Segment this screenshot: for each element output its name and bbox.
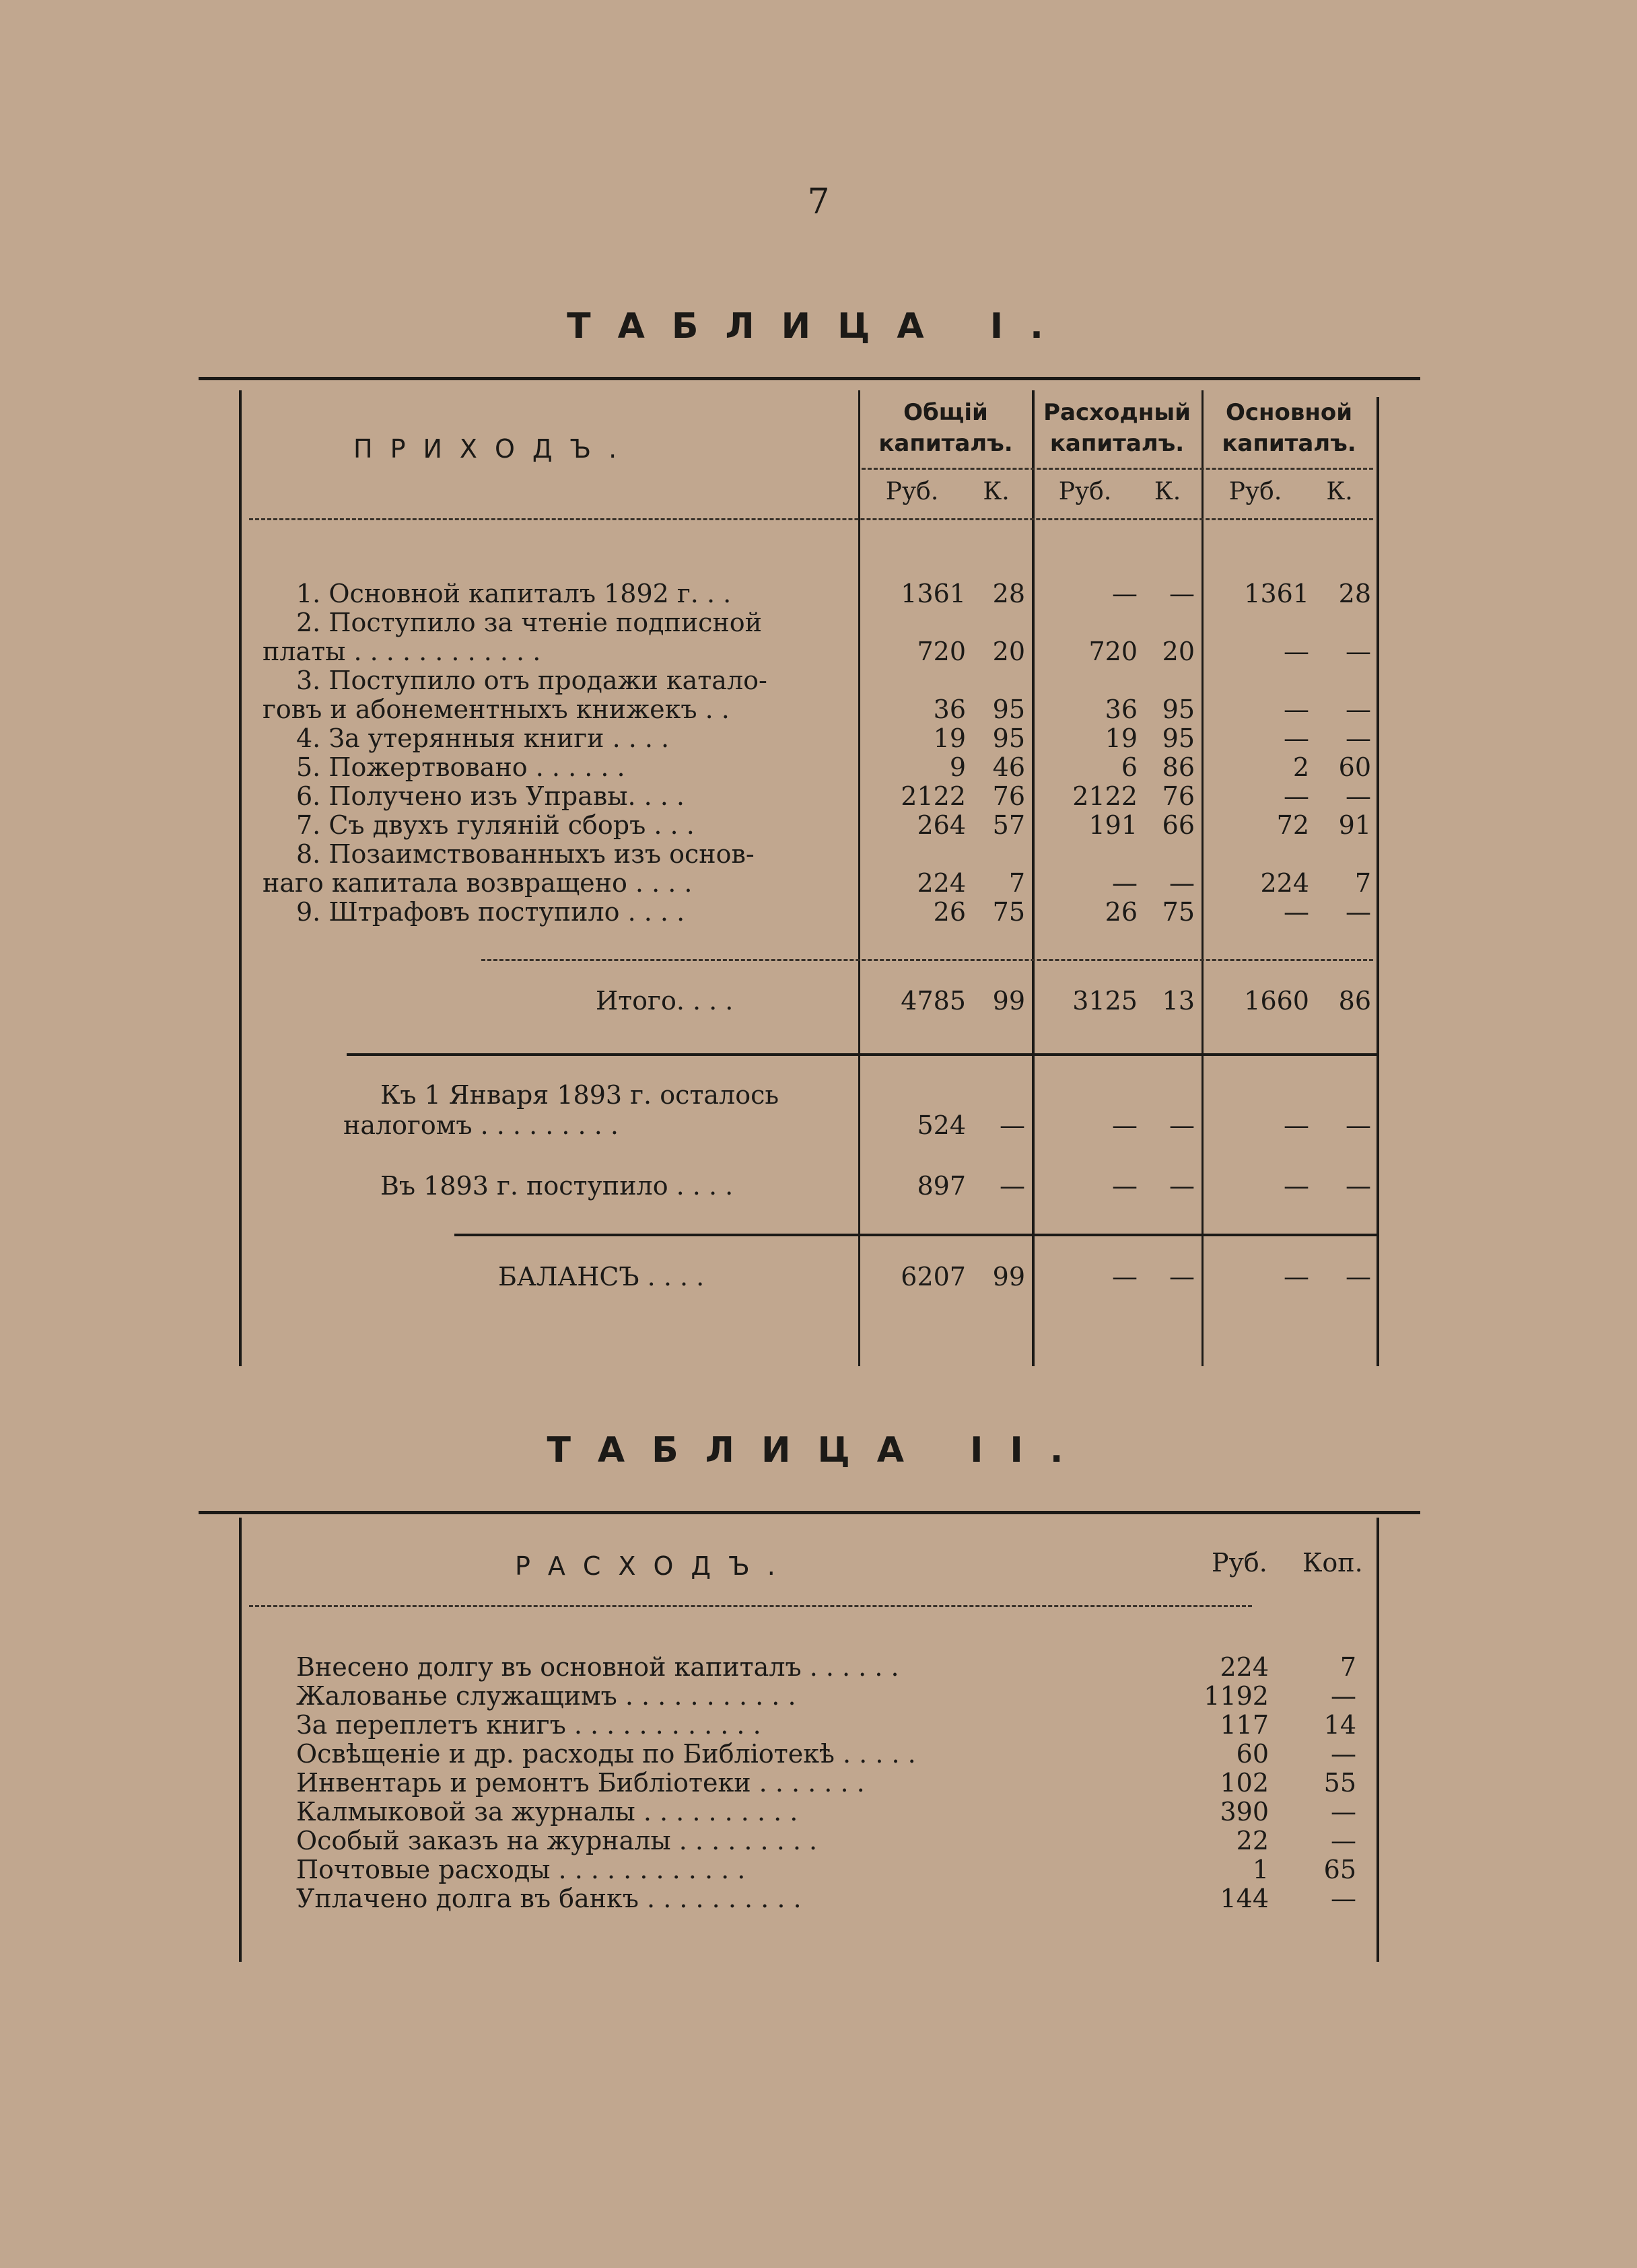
row-label: 7. Съ двухъ гуляній сборъ . . . [296, 810, 695, 840]
value-rub: 720 [1088, 637, 1138, 666]
table1 [199, 377, 1420, 1366]
remaining-line1: Къ 1 Января 1893 г. осталось [380, 1080, 779, 1110]
balance-label: БАЛАНСЪ . . . . [498, 1262, 705, 1291]
value-kop: 60 [1338, 752, 1371, 782]
value-kop: 95 [992, 723, 1025, 753]
value-rub: 224 [917, 868, 966, 898]
received-label: Въ 1893 г. поступило . . . . [380, 1171, 734, 1201]
header-general-capital: Общій капиталъ. [878, 399, 1013, 457]
value-kop: 86 [1162, 752, 1195, 782]
value-rub: 144 [1220, 1884, 1269, 1913]
value-rub: 2 [1292, 752, 1309, 782]
value-rub: — [1112, 579, 1138, 608]
table1-top-rule [199, 377, 1420, 380]
value-kop: — [1000, 1171, 1025, 1201]
row-label: 6. Получено изъ Управы. . . . [296, 781, 685, 811]
row-label: Освѣщеніе и др. расходы по Библіотекѣ . . . . . [296, 1739, 916, 1769]
value-rub: 36 [1105, 695, 1138, 724]
sub-kop: К. [983, 478, 1010, 505]
value-kop: 46 [992, 752, 1025, 782]
value-kop: 76 [1162, 781, 1195, 811]
total-label: Итого. . . . [596, 986, 734, 1016]
table2-left-border [239, 1518, 242, 1962]
row-label-line1: 2. Поступило за чтеніе подписной [296, 608, 762, 637]
row-label: Калмыковой за журналы . . . . . . . . . . [296, 1797, 798, 1827]
value-rub: 9 [949, 752, 966, 782]
value-kop: 20 [992, 637, 1025, 666]
row-label-line2: платы . . . . . . . . . . . . [263, 637, 541, 666]
value-rub: 6 [1121, 752, 1138, 782]
table2-top-rule [199, 1511, 1420, 1514]
row-label: Внесено долгу въ основной капиталъ . . . . . . [296, 1652, 899, 1682]
row-label-line1: 3. Поступило отъ продажи катало- [296, 666, 767, 695]
value-rub: 4785 [901, 986, 966, 1016]
value-kop: 7 [1008, 868, 1025, 898]
table2-title: ТАБЛИЦА II. [547, 1430, 1090, 1470]
col-divider [1201, 390, 1204, 1366]
value-kop: 14 [1323, 1710, 1356, 1740]
value-kop: — [1331, 1681, 1356, 1711]
value-rub: 1361 [1244, 579, 1309, 608]
value-kop: — [1346, 1171, 1371, 1201]
value-kop: 95 [992, 695, 1025, 724]
value-kop: 55 [1323, 1768, 1356, 1798]
value-rub: 6207 [901, 1262, 966, 1291]
value-kop: 99 [992, 1262, 1025, 1291]
value-rub: 264 [917, 810, 966, 840]
value-kop: — [1169, 579, 1195, 608]
value-rub: — [1112, 868, 1138, 898]
page-number: 7 [807, 182, 830, 222]
col-divider [858, 390, 860, 1366]
value-kop: 95 [1162, 723, 1195, 753]
value-kop: — [1346, 1110, 1371, 1140]
value-rub: — [1284, 1262, 1309, 1291]
value-rub: — [1284, 637, 1309, 666]
value-rub: 102 [1220, 1768, 1269, 1798]
value-kop: — [1169, 1171, 1195, 1201]
row-label-line2: говъ и абонементныхъ книжекъ . . [263, 695, 730, 724]
value-rub: 1660 [1244, 986, 1309, 1016]
table1-right-border [1377, 397, 1379, 1366]
value-kop: 75 [992, 897, 1025, 927]
row-label: Почтовые расходы . . . . . . . . . . . . [296, 1855, 746, 1884]
value-rub: — [1284, 781, 1309, 811]
value-rub: — [1112, 1171, 1138, 1201]
value-rub: 224 [1220, 1652, 1269, 1682]
table1-title: ТАБЛИЦА I. [567, 306, 1070, 347]
header-expense-capital: Расходный капиталъ. [1043, 399, 1191, 457]
value-kop: 76 [992, 781, 1025, 811]
col-rub: Руб. [1212, 1548, 1267, 1578]
value-kop: 20 [1162, 637, 1195, 666]
value-rub: 224 [1260, 868, 1309, 898]
sub-kop: К. [1154, 478, 1181, 505]
value-kop: — [1346, 695, 1371, 724]
value-rub: 1 [1252, 1855, 1269, 1884]
value-rub: 720 [917, 637, 966, 666]
value-kop: — [1346, 1262, 1371, 1291]
value-rub: 22 [1236, 1826, 1269, 1855]
value-kop: 95 [1162, 695, 1195, 724]
col-divider [1032, 390, 1035, 1366]
value-kop: — [1331, 1797, 1356, 1827]
total-rule [481, 959, 1373, 961]
value-kop: — [1169, 1110, 1195, 1140]
row-label: 5. Пожертвовано . . . . . . [296, 752, 625, 782]
row-label: Жалованье служащимъ . . . . . . . . . . . [296, 1681, 796, 1711]
value-rub: 390 [1220, 1797, 1269, 1827]
value-kop: — [1169, 1262, 1195, 1291]
header-bottom-rule [249, 1605, 1252, 1607]
total-bottom-rule [347, 1053, 1377, 1056]
value-kop: 91 [1338, 810, 1371, 840]
header-bottom-rule [249, 518, 1373, 520]
value-rub: 1192 [1204, 1681, 1269, 1711]
remaining-line2: налогомъ . . . . . . . . . [343, 1110, 619, 1140]
row-label: 1. Основной капиталъ 1892 г. . . [296, 579, 732, 608]
expense-header: РАСХОДЪ. [515, 1551, 793, 1581]
value-kop: — [1331, 1826, 1356, 1855]
value-rub: — [1284, 1171, 1309, 1201]
value-kop: 66 [1162, 810, 1195, 840]
value-kop: 7 [1354, 868, 1371, 898]
table1-left-border [239, 390, 242, 1366]
value-rub: 191 [1088, 810, 1138, 840]
value-kop: — [1331, 1884, 1356, 1913]
value-rub: 2122 [1072, 781, 1138, 811]
value-kop: 75 [1162, 897, 1195, 927]
value-rub: 72 [1276, 810, 1309, 840]
value-rub: 60 [1236, 1739, 1269, 1769]
value-rub: 19 [1105, 723, 1138, 753]
value-rub: 2122 [901, 781, 966, 811]
value-rub: — [1284, 723, 1309, 753]
row-label: За переплетъ книгъ . . . . . . . . . . . . [296, 1710, 761, 1740]
value-rub: 26 [1105, 897, 1138, 927]
value-kop: 86 [1338, 986, 1371, 1016]
value-kop: 7 [1339, 1652, 1356, 1682]
value-rub: — [1112, 1262, 1138, 1291]
value-kop: 65 [1323, 1855, 1356, 1884]
row-label: 4. За утерянныя книги . . . . [296, 723, 670, 753]
value-kop: — [1346, 723, 1371, 753]
value-kop: — [1331, 1739, 1356, 1769]
value-kop: — [1346, 637, 1371, 666]
value-rub: 117 [1220, 1710, 1269, 1740]
row-label: Уплачено долга въ банкъ . . . . . . . . . . [296, 1884, 802, 1913]
row-label: Инвентарь и ремонтъ Библіотеки . . . . . . . [296, 1768, 865, 1798]
value-kop: 28 [992, 579, 1025, 608]
row-label: Особый заказъ на журналы . . . . . . . . . [296, 1826, 818, 1855]
value-kop: — [1169, 868, 1195, 898]
value-kop: — [1346, 781, 1371, 811]
value-rub: 1361 [901, 579, 966, 608]
row-label-line2: наго капитала возвращено . . . . [263, 868, 693, 898]
header-divider [862, 468, 1373, 470]
value-kop: 13 [1162, 986, 1195, 1016]
value-rub: — [1284, 897, 1309, 927]
balance-top-rule [454, 1234, 1377, 1236]
value-kop: 28 [1338, 579, 1371, 608]
value-kop: — [1346, 897, 1371, 927]
header-main-capital: Основной капиталъ. [1222, 399, 1356, 457]
row-label: 9. Штрафовъ поступило . . . . [296, 897, 685, 927]
value-rub: 26 [933, 897, 966, 927]
col-kop: Коп. [1302, 1548, 1363, 1578]
sub-kop: К. [1326, 478, 1353, 505]
value-rub: — [1284, 695, 1309, 724]
income-header: ПРИХОДЪ. [353, 434, 635, 464]
sub-rub: Руб. [1058, 478, 1112, 505]
value-rub: — [1112, 1110, 1138, 1140]
row-label-line1: 8. Позаимствованныхъ изъ основ- [296, 839, 755, 869]
value-rub: 524 [917, 1110, 966, 1140]
value-kop: 57 [992, 810, 1025, 840]
value-rub: 897 [917, 1171, 966, 1201]
value-rub: 3125 [1072, 986, 1138, 1016]
table2-right-border [1377, 1518, 1379, 1962]
value-kop: 99 [992, 986, 1025, 1016]
value-kop: — [1000, 1110, 1025, 1140]
table2 [199, 1511, 1420, 1962]
sub-rub: Руб. [885, 478, 939, 505]
value-rub: 36 [933, 695, 966, 724]
sub-rub: Руб. [1228, 478, 1282, 505]
value-rub: — [1284, 1110, 1309, 1140]
value-rub: 19 [933, 723, 966, 753]
